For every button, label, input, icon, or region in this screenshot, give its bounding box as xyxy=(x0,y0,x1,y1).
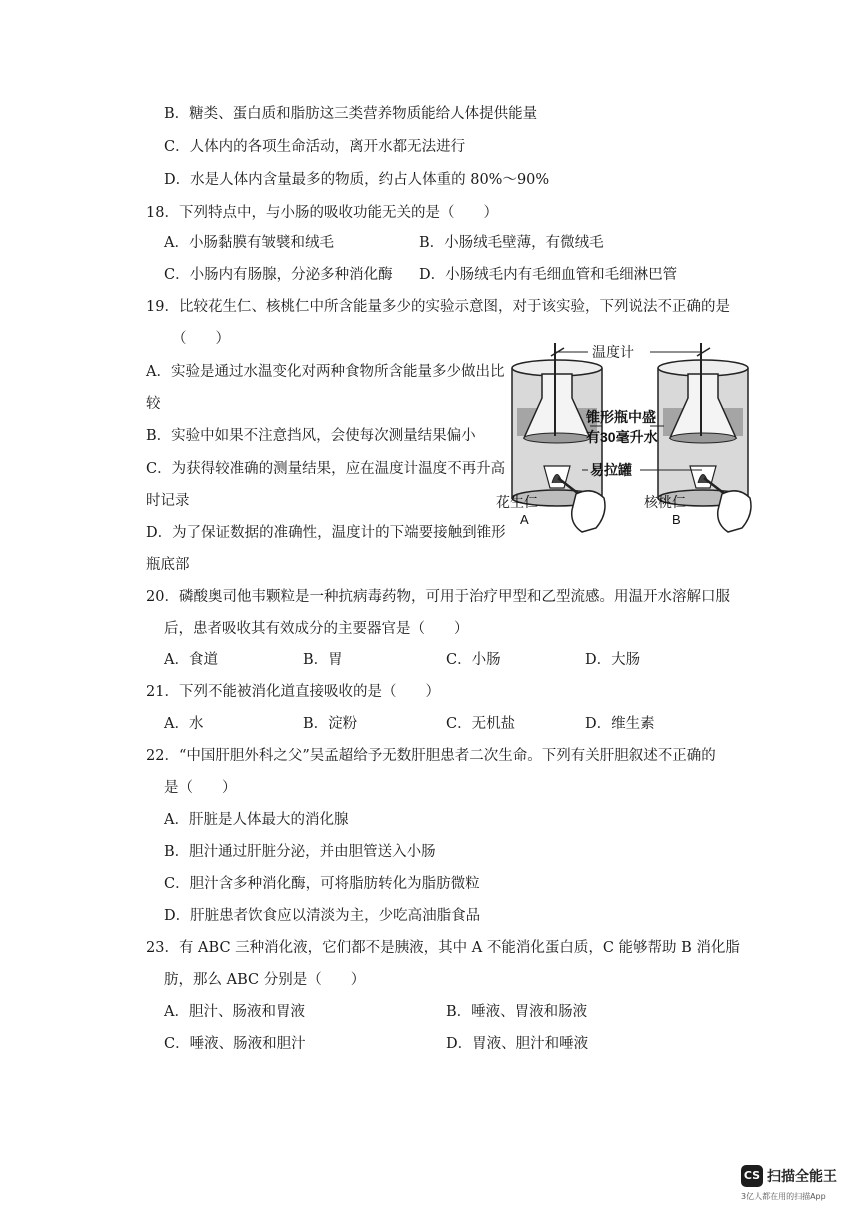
label-flask-1: 锥形瓶中盛 xyxy=(586,409,656,425)
q23-stem-line1: 23．有 ABC 三种消化液，它们都不是胰液，其中 A 不能消化蛋白质，C 能够帮助 B 消化脂 xyxy=(146,940,740,956)
label-b: B xyxy=(672,512,681,527)
q18-stem: 18．下列特点中，与小肠的吸收功能无关的是（ ） xyxy=(146,205,498,221)
q20-option-c: C．小肠 xyxy=(446,652,501,668)
q23-option-b: B．唾液、胃液和肠液 xyxy=(446,1004,588,1020)
label-flask-2: 有30毫升水 xyxy=(586,429,658,445)
q19-option-a-line1: A．实验是通过水温变化对两种食物所含能量多少做出比 xyxy=(146,364,505,380)
q19-option-d-line1: D．为了保证数据的准确性，温度计的下端要接触到锥形 xyxy=(146,525,506,541)
q19-stem-line2: （ ） xyxy=(172,331,230,347)
q17-option-b: B．糖类、蛋白质和脂肪这三类营养物质能给人体提供能量 xyxy=(164,106,538,122)
q19-option-c-line2: 时记录 xyxy=(146,493,190,509)
q19-option-d-line2: 瓶底部 xyxy=(146,557,190,573)
q22-stem-line1: 22．“中国肝胆外科之父”吴孟超给予无数肝胆患者二次生命。下列有关肝胆叙述不正确的 xyxy=(146,748,716,764)
can-b xyxy=(658,343,748,506)
q20-option-b: B．胃 xyxy=(303,652,343,668)
label-walnut: 核桃仁 xyxy=(644,494,686,510)
q17-option-d: D．水是人体内含量最多的物质，约占人体重的 80%～90% xyxy=(164,172,550,188)
label-can: 易拉罐 xyxy=(590,462,632,478)
energy-experiment-diagram xyxy=(492,338,764,534)
q23-option-c: C．唾液、肠液和胆汁 xyxy=(164,1036,306,1052)
q18-option-a: A．小肠黏膜有皱襞和绒毛 xyxy=(164,235,334,251)
camscanner-tagline: 3亿人都在用的扫描App xyxy=(741,1192,826,1201)
q21-option-a: A．水 xyxy=(164,716,204,732)
camscanner-name: 扫描全能王 xyxy=(767,1169,837,1185)
q22-option-a: A．肝脏是人体最大的消化腺 xyxy=(164,812,349,828)
q23-stem-line2: 肪，那么 ABC 分别是（ ） xyxy=(164,972,366,988)
q21-option-c: C．无机盐 xyxy=(446,716,516,732)
camscanner-logo-icon: CS xyxy=(741,1165,763,1187)
q19-option-c-line1: C．为获得较准确的测量结果，应在温度计温度不再升高 xyxy=(146,461,506,477)
q23-option-d: D．胃液、胆汁和唾液 xyxy=(446,1036,589,1052)
label-peanut: 花生仁 xyxy=(496,494,538,510)
q20-stem-line1: 20．磷酸奥司他韦颗粒是一种抗病毒药物，可用于治疗甲型和乙型流感。用温开水溶解口服 xyxy=(146,589,730,605)
q18-option-d: D．小肠绒毛内有毛细血管和毛细淋巴管 xyxy=(419,267,678,283)
q22-option-d: D．肝脏患者饮食应以清淡为主，少吃高油脂食品 xyxy=(164,908,481,924)
q19-stem-line1: 19．比较花生仁、核桃仁中所含能量多少的实验示意图，对于该实验，下列说法不正确的是 xyxy=(146,299,730,315)
q18-option-c: C．小肠内有肠腺，分泌多种消化酶 xyxy=(164,267,393,283)
q21-stem: 21．下列不能被消化道直接吸收的是（ ） xyxy=(146,684,440,700)
q23-option-a: A．胆汁、肠液和胃液 xyxy=(164,1004,305,1020)
q18-option-b: B．小肠绒毛壁薄，有微绒毛 xyxy=(419,235,604,251)
q20-option-d: D．大肠 xyxy=(585,652,641,668)
q22-option-c: C．胆汁含多种消化酶，可将脂肪转化为脂肪微粒 xyxy=(164,876,480,892)
q21-option-d: D．维生素 xyxy=(585,716,655,732)
label-a: A xyxy=(520,512,529,527)
q22-stem-line2: 是（ ） xyxy=(164,780,237,796)
q21-option-b: B．淀粉 xyxy=(303,716,358,732)
label-thermometer: 温度计 xyxy=(592,344,634,360)
q22-option-b: B．胆汁通过肝脏分泌，并由胆管送入小肠 xyxy=(164,844,436,860)
camscanner-watermark xyxy=(741,1163,841,1203)
q19-option-a-line2: 较 xyxy=(146,396,161,412)
q20-option-a: A．食道 xyxy=(164,652,218,668)
q20-stem-line2: 后，患者吸收其有效成分的主要器官是（ ） xyxy=(164,621,469,637)
q17-option-c: C．人体内的各项生命活动，离开水都无法进行 xyxy=(164,139,466,155)
q19-option-b: B．实验中如果不注意挡风，会使每次测量结果偏小 xyxy=(146,428,476,444)
